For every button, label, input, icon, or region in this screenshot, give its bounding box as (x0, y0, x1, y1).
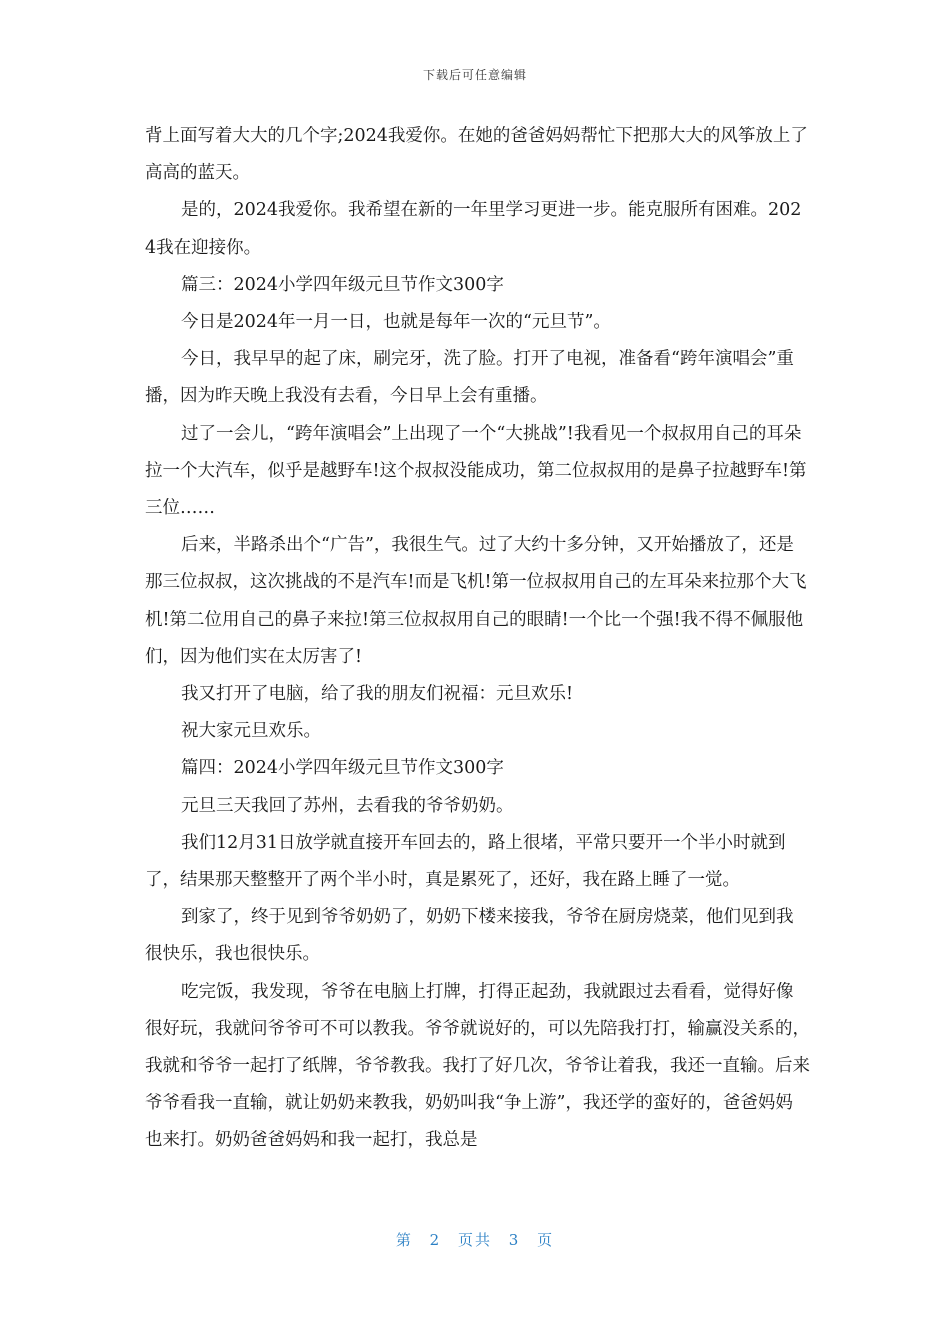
paragraph: 后来，半路杀出个“广告”，我很生气。过了大约十多分钟，又开始播放了，还是那三位叔叔，这次挑战的不是汽车!而是飞机!第一位叔叔用自己的左耳朵来拉那个大飞机!第二位用自己的鼻子来拉!第三位叔叔用自己的眼睛!一个比一个强!我不得不佩服他们，因为他们实在太厉害了! (145, 535, 807, 667)
paragraph-continuation: 背上面写着大大的几个字;2024我爱你。在她的爸爸妈妈帮忙下把那大大的风筝放上了高高的蓝天。 (145, 126, 808, 184)
paragraph: 我又打开了电脑，给了我的朋友们祝福：元旦欢乐! (181, 684, 574, 705)
paragraph: 到家了，终于见到爷爷奶奶了，奶奶下楼来接我，爷爷在厨房烧菜，他们见到我很快乐，我也很快乐。 (145, 907, 794, 965)
paragraph: 吃完饭，我发现，爷爷在电脑上打牌，打得正起劲，我就跟过去看看，觉得好像很好玩，我就问爷爷可不可以教我。爷爷就说好的，可以先陪我打打，输赢没关系的，我就和爷爷一起打了纸牌，爷爷教我。我打了好几次，爷爷让着我，我还一直输。后来爷爷看我一直输，就让奶奶来教我，奶奶叫我“争上游”，我还学的蛮好的，爸爸妈妈也来打。奶奶爸爸妈妈和我一起打，我总是 (145, 981, 810, 1151)
section-heading-3: 篇三：2024小学四年级元旦节作文300字 (181, 274, 504, 295)
page-header: 下载后可任意编辑 (422, 68, 527, 82)
paragraph: 过了一会儿，“跨年演唱会”上出现了一个“大挑战”!我看见一个叔叔用自己的耳朵拉一个大汽车，似乎是越野车!这个叔叔没能成功，第二位叔叔用的是鼻子拉越野车!第三位…… (145, 423, 807, 519)
paragraph: 今日是2024年一月一日，也就是每年一次的“元旦节”。 (181, 312, 611, 333)
document-body (145, 118, 810, 1160)
section-heading-4: 篇四：2024小学四年级元旦节作文300字 (181, 758, 504, 779)
page-number-footer: 第 2 页共 3 页 (395, 1231, 555, 1249)
paragraph: 今日，我早早的起了床，刷完牙，洗了脸。打开了电视，准备看“跨年演唱会”重播，因为昨天晚上我没有去看，今日早上会有重播。 (145, 349, 794, 407)
paragraph: 是的，2024我爱你。我希望在新的一年里学习更进一步。能克服所有困难。2024我在迎接你。 (145, 200, 802, 258)
paragraph: 祝大家元旦欢乐。 (181, 721, 321, 742)
paragraph: 我们12月31日放学就直接开车回去的，路上很堵，平常只要开一个半小时就到了，结果那天整整开了两个半小时，真是累死了，还好，我在路上睡了一觉。 (145, 832, 786, 891)
paragraph: 元旦三天我回了苏州，去看我的爷爷奶奶。 (181, 795, 514, 816)
